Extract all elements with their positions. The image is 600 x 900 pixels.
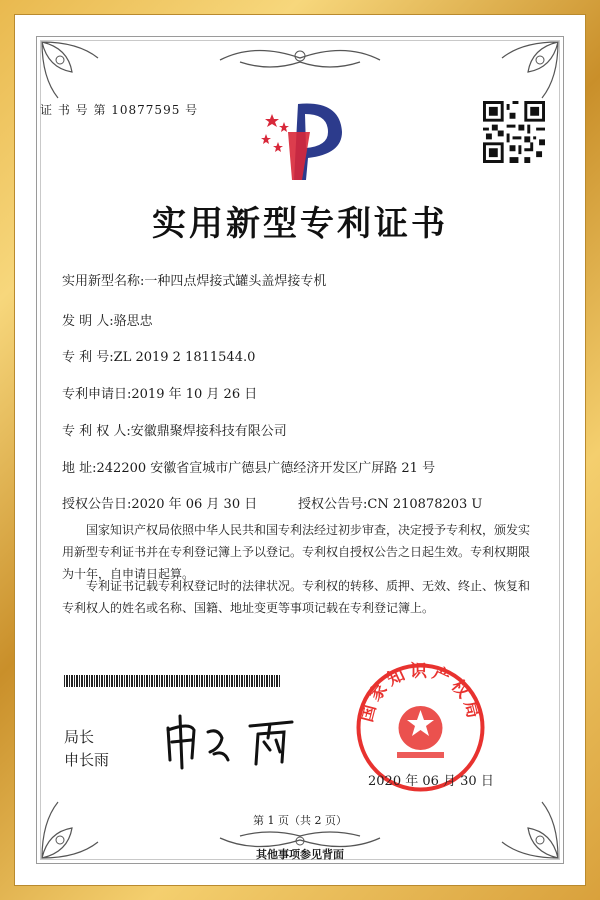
grant-date-value: 2020 年 06 月 30 日 bbox=[131, 497, 258, 512]
filing-date-label: 专利申请日: bbox=[62, 387, 132, 402]
patentee-label: 专 利 权 人: bbox=[62, 424, 131, 439]
patentee-row bbox=[62, 420, 287, 439]
grant-date-row bbox=[62, 493, 257, 512]
grant-number-row bbox=[298, 493, 482, 512]
utility-model-name-label: 实用新型名称: bbox=[62, 274, 145, 289]
seal-date: 2020 年 06 月 30 日 bbox=[368, 774, 494, 789]
filing-date-value: 2019 年 10 月 26 日 bbox=[131, 387, 258, 402]
grant-number-label: 授权公告号: bbox=[298, 497, 368, 512]
qr-code-icon bbox=[483, 101, 545, 163]
utility-model-name-row bbox=[62, 270, 326, 289]
certificate-title: 实用新型专利证书 bbox=[152, 204, 448, 244]
patent-number-label: 专 利 号: bbox=[62, 350, 114, 365]
grant-statement-paragraph: 国家知识产权局依照中华人民共和国专利法经过初步审查，决定授予专利权，颁发实用新型专利证书并在专利登记簿上予以登记。专利权自授权公告之日起生效。专利权期限为十年，自申请日起算。 bbox=[62, 523, 531, 581]
patentee-value: 安徽鼎聚焊接科技有限公司 bbox=[130, 424, 287, 439]
legal-status-paragraph: 专利证书记载专利权登记时的法律状况。专利权的转移、质押、无效、终止、恢复和专利权人的姓名或名称、国籍、地址变更等事项记载在专利登记簿上。 bbox=[62, 579, 531, 615]
inventor-value: 骆思忠 bbox=[113, 314, 153, 329]
patent-number-value: ZL 2019 2 1811544.0 bbox=[113, 350, 256, 365]
page-number: 第 1 页（共 2 页） bbox=[253, 814, 347, 827]
director-name: 申长雨 bbox=[64, 751, 110, 769]
grant-date-label: 授权公告日: bbox=[62, 497, 132, 512]
inventor-row bbox=[62, 310, 153, 329]
patent-office-logo-icon bbox=[258, 92, 350, 182]
address-label: 地 址: bbox=[62, 461, 97, 476]
grant-number-value: CN 210878203 U bbox=[367, 497, 483, 512]
handwritten-signature bbox=[160, 708, 310, 770]
back-note: 其他事项参见背面 bbox=[256, 848, 344, 861]
ornament-top-right-icon bbox=[492, 38, 562, 108]
svg-text:国家知识产权局: 国家知识产权局 bbox=[356, 661, 485, 725]
barcode bbox=[64, 675, 280, 687]
address-row bbox=[62, 457, 435, 476]
utility-model-name-value: 一种四点焊接式罐头盖焊接专机 bbox=[144, 274, 327, 289]
ornament-top-left-icon bbox=[38, 38, 108, 108]
patent-number-row bbox=[62, 346, 255, 365]
ornament-top-center-icon bbox=[210, 40, 390, 74]
director-title: 局长 bbox=[64, 728, 95, 746]
inventor-label: 发 明 人: bbox=[62, 314, 114, 329]
certificate-number: 证 书 号 第 10877595 号 bbox=[40, 103, 199, 117]
address-value: 242200 安徽省宣城市广德县广德经济开发区广屏路 21 号 bbox=[96, 461, 436, 476]
filing-date-row bbox=[62, 383, 257, 402]
